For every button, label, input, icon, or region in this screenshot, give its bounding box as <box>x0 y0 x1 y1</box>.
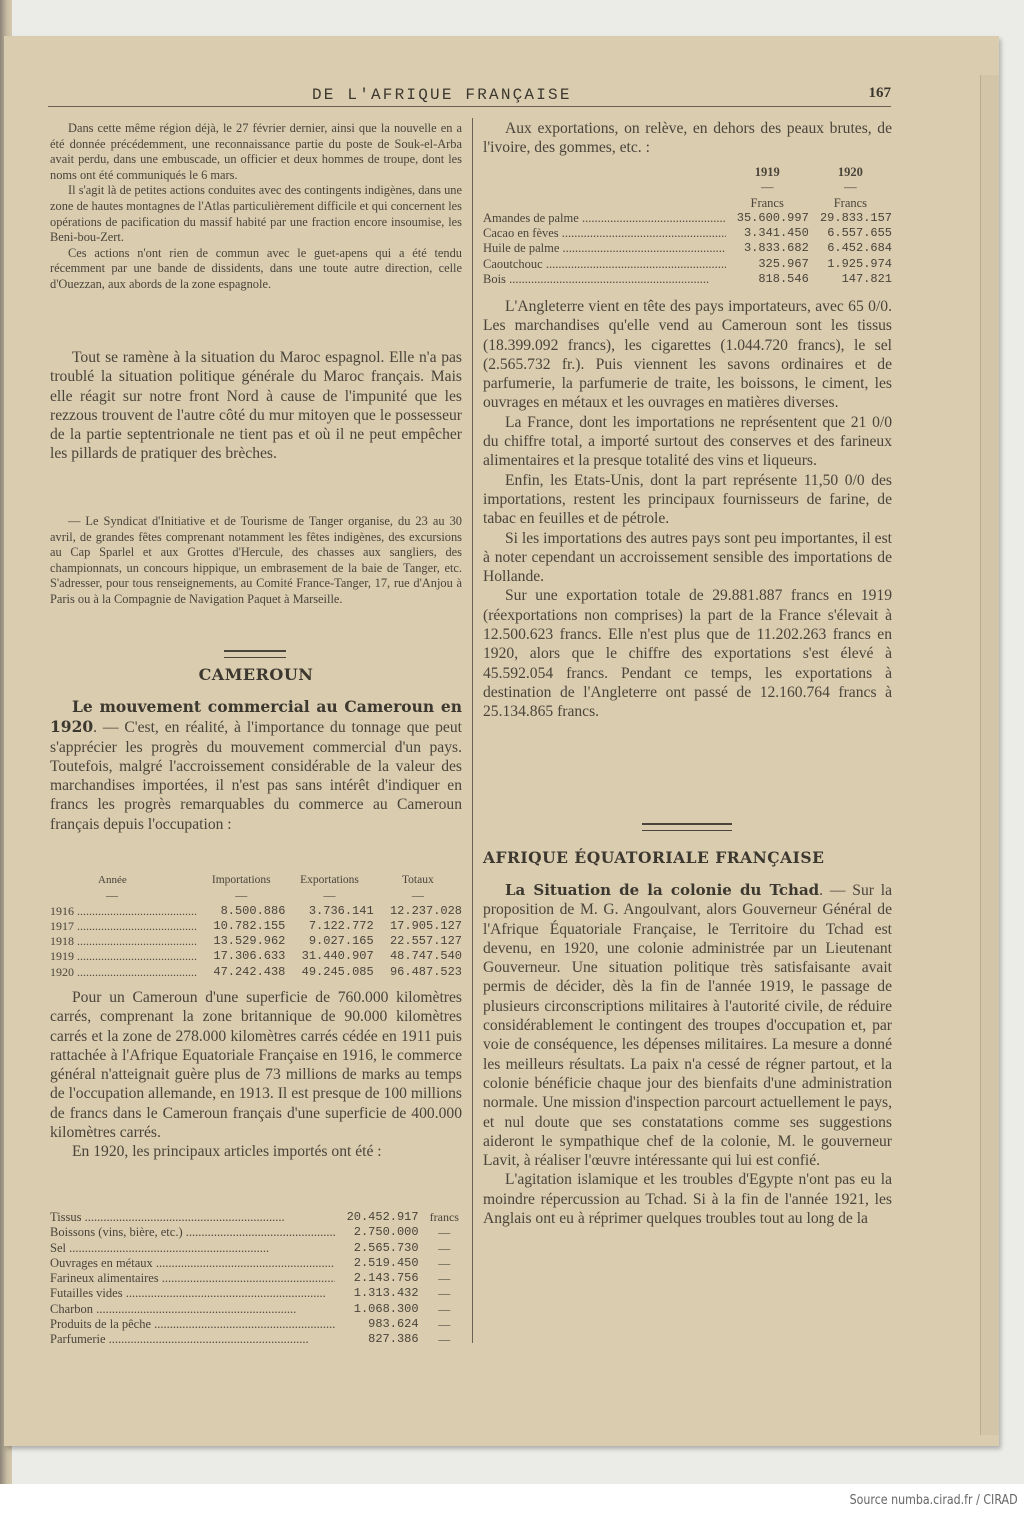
item-cell: Charbon ..... <box>50 1302 335 1317</box>
table-row <box>50 919 462 934</box>
item-cell: Sel ..... <box>50 1241 335 1256</box>
table-row <box>50 1256 462 1271</box>
unit-cell: — <box>438 1240 451 1255</box>
year-cell: 1917 ..... <box>50 919 197 934</box>
value-cell: 2.750.000 <box>353 1225 419 1240</box>
dash: — <box>411 888 424 903</box>
exports-table <box>483 165 892 287</box>
section-heading-cameroun <box>50 665 462 684</box>
column-header: 1919 <box>754 165 780 179</box>
year-cell: 1916 ..... <box>50 904 197 919</box>
value-cell: 9.027.165 <box>308 934 374 949</box>
superficie-text <box>50 988 462 1162</box>
unit-row <box>483 196 892 211</box>
table-row <box>50 904 462 919</box>
unit-cell: — <box>438 1271 451 1286</box>
item-cell: Parfumerie ..... <box>50 1332 335 1347</box>
article-title: Le mouvement commercial au Cameroun en 1920 <box>50 697 462 737</box>
item-cell: Tissus ..... <box>50 1210 335 1225</box>
table-row <box>50 949 462 964</box>
column-header: Exportations <box>300 874 359 886</box>
value-cell: 29.833.157 <box>819 210 892 225</box>
value-cell: 8.500.886 <box>220 903 286 918</box>
unit-cell: — <box>438 1286 451 1301</box>
column-header: Année <box>98 874 127 886</box>
value-cell: 6.452.684 <box>827 241 892 256</box>
column-rule <box>472 118 473 1343</box>
table-row <box>50 1241 462 1256</box>
value-cell: 17.306.633 <box>213 949 286 964</box>
paragraph: Ces actions n'ont rien de commun avec le guet-apens qui a été tendu récemment par une bande de dissidents, dans une toute autre direction, celle d'Ouezzan, aux abords de la zone espagnole. <box>50 245 462 291</box>
value-cell: 2.143.756 <box>353 1271 419 1286</box>
item-cell: Futailles vides ..... <box>50 1286 335 1301</box>
unit-cell: — <box>438 1332 451 1347</box>
value-cell: 12.237.028 <box>389 903 462 918</box>
dash: — <box>844 180 857 195</box>
trade-partners-text <box>483 297 892 722</box>
tchad-text <box>483 881 892 1228</box>
unit-cell: francs <box>429 1210 459 1224</box>
table-row <box>50 1225 462 1240</box>
unit-cell: — <box>438 1317 451 1332</box>
dash: — <box>760 180 774 195</box>
value-cell: 31.440.907 <box>301 949 374 964</box>
paragraph: Si les importations des autres pays sont peu importantes, il est à noter cependant un accroissement sensible des importations de Hollande. <box>483 529 892 586</box>
cameroun-intro <box>50 697 462 834</box>
paragraph: Il s'agit là de petites actions conduites avec des contingents indigènes, dans une zone de hautes montagnes de l'Atlas particulièrement difficile et qui concernent les opérations de pacification du massif habité par une fraction encore insoumise, les Beni-bou-Zert. <box>50 183 462 245</box>
table-row <box>483 226 892 241</box>
paragraph: En 1920, les principaux articles importés ont été : <box>72 1143 382 1161</box>
value-cell: 1.313.432 <box>353 1286 419 1301</box>
item-cell: Caoutchouc ..... <box>483 257 726 272</box>
value-cell: 6.557.655 <box>827 226 892 241</box>
imports-table <box>50 1210 462 1348</box>
maroc-small-text <box>50 121 462 293</box>
paragraph: L'agitation islamique et les troubles d'Egypte n'ont pas eu la moindre répercussion au Tchad. Si à la fin de l'année 1921, les Anglais ont eu à réprimer quelques troubles tout au long de la <box>483 1171 892 1228</box>
table-row <box>483 211 892 226</box>
dash: — <box>235 888 248 903</box>
item-cell: Ouvrages en métaux ..... <box>50 1256 335 1271</box>
paragraph: Enfin, les Etats-Unis, dont la part représente 11,50 0/0 des importations, restent les principaux fournisseurs de farine, de tabac en feuilles et de pétrole. <box>483 471 892 528</box>
value-cell: 325.967 <box>758 256 809 271</box>
paragraph: Dans cette même région déjà, le 27 février dernier, ainsi que la nouvelle en a été donnée précédemment, une reconnaissance partie du poste de Souk-el-Arba avait perdu, dans une embuscade, un officier et deux hommes de troupe, dont les noms ont été communiqués le 6 mars. <box>50 121 462 182</box>
value-cell: 48.747.540 <box>389 949 462 964</box>
table-row <box>50 934 462 949</box>
table-row <box>50 1332 462 1347</box>
paragraph: Aux exportations, on relève, en dehors des peaux brutes, de l'ivoire, des gommes, etc. : <box>483 120 892 157</box>
year-cell: 1918 ..... <box>50 934 197 949</box>
page-number: 167 <box>868 85 891 101</box>
value-cell: 3.736.141 <box>308 903 374 918</box>
source-credit: Source numba.cirad.fr / CIRAD <box>850 1493 1018 1508</box>
value-cell: 818.546 <box>758 272 809 287</box>
item-cell: Bois ..... <box>483 272 726 287</box>
article-text: . — C'est, en réalité, à l'importance du tonnage que peut s'apprécier les progrès du mouvement commercial d'un pays. Toutefois, malgré l'accroissement considérable de la valeur des marchandises importées, il n'est pas sans intérêt d'indiquer en francs les progrès remarquables du commerce au Cameroun français depuis l'occupation : <box>50 719 462 833</box>
table-row <box>483 272 892 287</box>
value-cell: 2.519.450 <box>353 1255 419 1270</box>
table-row <box>50 1302 462 1317</box>
paragraph: — Le Syndicat d'Initiative et de Tourisme de Tanger organise, du 23 au 30 avril, de grandes fêtes comprenant notamment les fêtes indigènes, des excursions au Cap Sparlel et aux Grottes d'Hercule, des chasses aux sangliers, des championnats, un concours hippique, un embrasement de la baie de Tanger, etc. S'adresser, pour tous renseignements, au Comité France-Tanger, 17, rue d'Anjou à Paris ou à la Compagnie de Navigation Paquet à Marseille. <box>50 514 462 606</box>
paragraph: Pour un Cameroun d'une superficie de 760.000 kilomètres carrés, comprenant la zone britannique de 90.000 kilomètres carrés et la zone de 278.000 kilomètres carrés cédée en 1911 puis rattachée à l'Afrique Equatoriale Française en 1916, le commerce général n'atteignait guère plus de 73 millions de marks au temps de l'occupation allemande, en 1913. Il est presque de 100 millions de francs dans le Cameroun français d'une superficie de 400.000 kilomètres carrés. <box>50 989 462 1142</box>
table-header-row <box>50 873 462 888</box>
unit-cell: — <box>438 1301 451 1316</box>
table-row <box>50 1286 462 1301</box>
value-cell: 47.242.438 <box>213 964 286 979</box>
running-title: DE L'AFRIQUE FRANÇAISE <box>312 86 572 104</box>
paragraph: L'Angleterre vient en tête des pays importateurs, avec 65 0/0. Les marchandises qu'elle vend au Cameroun sont les tissus (18.399.092 francs), les cigarettes (1.044.720 francs), le sel (2.565.732 fr.). Puis viennent les savons ordinaires et de parfumerie, la parfumerie de traite, les boissons, le ciment, les ouvrages en métaux et les ouvrages en matières diverses. <box>483 298 892 412</box>
heading: CAMEROUN <box>198 665 314 684</box>
exports-intro <box>483 119 892 158</box>
item-cell: Cacao en fèves ..... <box>483 226 726 241</box>
value-cell: 3.833.682 <box>743 241 809 256</box>
year-cell: 1919 ..... <box>50 949 197 964</box>
item-cell: Amandes de palme ..... <box>483 211 726 226</box>
section-heading-aef <box>483 848 892 867</box>
dash: — <box>323 888 336 903</box>
value-cell: 13.529.962 <box>213 934 286 949</box>
item-cell: Boissons (vins, bière, etc.) ..... <box>50 1225 335 1240</box>
paragraph: La France, dont les importations ne représentent que 21 0/0 du chiffre total, a importé surtout des conserves et des farineux alimentaires et la presque totalité des vins et liqueurs. <box>483 413 892 470</box>
heading: AFRIQUE ÉQUATORIALE FRANÇAISE <box>483 848 825 867</box>
value-cell: 1.925.974 <box>827 256 892 271</box>
paragraph: Sur une exportation totale de 29.881.887 francs en 1919 (réexportations non comprises) la part de la France s'élevait à 12.500.623 francs. Elle n'est plus que de 11.202.263 francs en 1920, alors que le chiffre des exportations s'est élevé à 45.592.054 francs. Pendant ce temps, les exportations à destination de l'Angleterre ont passé de 12.160.764 francs à 25.134.865 francs. <box>483 587 892 721</box>
value-cell: 35.600.997 <box>736 210 809 225</box>
value-cell: 7.122.772 <box>308 918 374 933</box>
dash-row <box>50 888 462 903</box>
paragraph: Tout se ramène à la situation du Maroc espagnol. Elle n'a pas troublé la situation politique générale du Maroc français. Mais elle réagit sur notre front Nord à cause de l'impunité que les rezzous trouvent de l'autre côté du mur mitoyen que le possesseur de la partie septentrionale ne tient pas et où il ne peut empêcher les pillards de pratiquer des brèches. <box>50 349 462 463</box>
dash-row <box>483 180 892 195</box>
article-title: La Situation de la colonie du Tchad <box>505 881 820 899</box>
value-cell: 1.068.300 <box>353 1301 419 1316</box>
tanger-notice <box>50 514 462 608</box>
value-cell: 49.245.085 <box>301 964 374 979</box>
table-row <box>50 1317 462 1332</box>
value-cell: 96.487.523 <box>389 964 462 979</box>
value-cell: 147.821 <box>841 272 892 287</box>
item-cell: Farineux alimentaires ..... <box>50 1271 335 1286</box>
table-row <box>50 965 462 980</box>
article-text: . — Sur la proposition de M. G. Angoulvant, alors Gouverneur Général de l'Afrique Équatoriale Française, le Territoire du Tchad est devenu, en 1920, une colonie administrée par un Lieutenant Gouverneur. Une situation politique très satisfaisante avait permis de décider, dès la fin de l'année 1919, le passage de plusieurs circonscriptions militaires à l'autorité civile, de réduire considérablement le contingent des troupes d'occupation et, par voie de conséquence, les dépenses militaires. La mesure a donné les meilleurs résultats. La paix n'a cessé de régner partout, et la colonie bénéficie chaque jour des bienfaits d'une administration normale. Une mission d'inspection parcourt actuellement le pays, et nul doute que ses constatations comme ses suggestions aideront le sympathique chef de la colonie, M. le gouverneur Lavit, à réaliser l'œuvre intéressante qui lui est confié. <box>483 882 892 1170</box>
table-row <box>483 241 892 256</box>
value-cell: 22.557.127 <box>389 934 462 949</box>
table-row <box>50 1271 462 1286</box>
year-cell: 1920 ..... <box>50 965 197 980</box>
section-separator <box>642 823 732 831</box>
unit-label: Francs <box>750 195 784 210</box>
section-separator <box>224 650 286 658</box>
item-cell: Huile de palme ..... <box>483 241 726 256</box>
item-cell: Produits de la pêche ..... <box>50 1317 335 1332</box>
value-cell: 983.624 <box>368 1317 419 1332</box>
value-cell: 827.386 <box>368 1332 419 1347</box>
page-edges <box>980 75 999 1435</box>
value-cell: 17.905.127 <box>389 918 462 933</box>
value-cell: 2.565.730 <box>353 1240 419 1255</box>
unit-cell: — <box>438 1225 451 1240</box>
column-header: Totaux <box>401 874 434 886</box>
unit-label: Francs <box>833 195 868 210</box>
trade-table <box>50 873 462 980</box>
value-cell: 20.452.917 <box>346 1210 419 1224</box>
value-cell: 3.341.450 <box>743 226 809 241</box>
maroc-large-text <box>50 348 462 464</box>
table-row <box>483 257 892 272</box>
column-header: Importations <box>211 874 271 886</box>
running-header <box>48 84 891 107</box>
column-header: 1920 <box>837 165 863 179</box>
table-row <box>50 1210 462 1225</box>
dash: — <box>106 888 118 903</box>
year-row <box>483 165 892 180</box>
unit-cell: — <box>438 1255 451 1270</box>
value-cell: 10.782.155 <box>213 918 286 933</box>
